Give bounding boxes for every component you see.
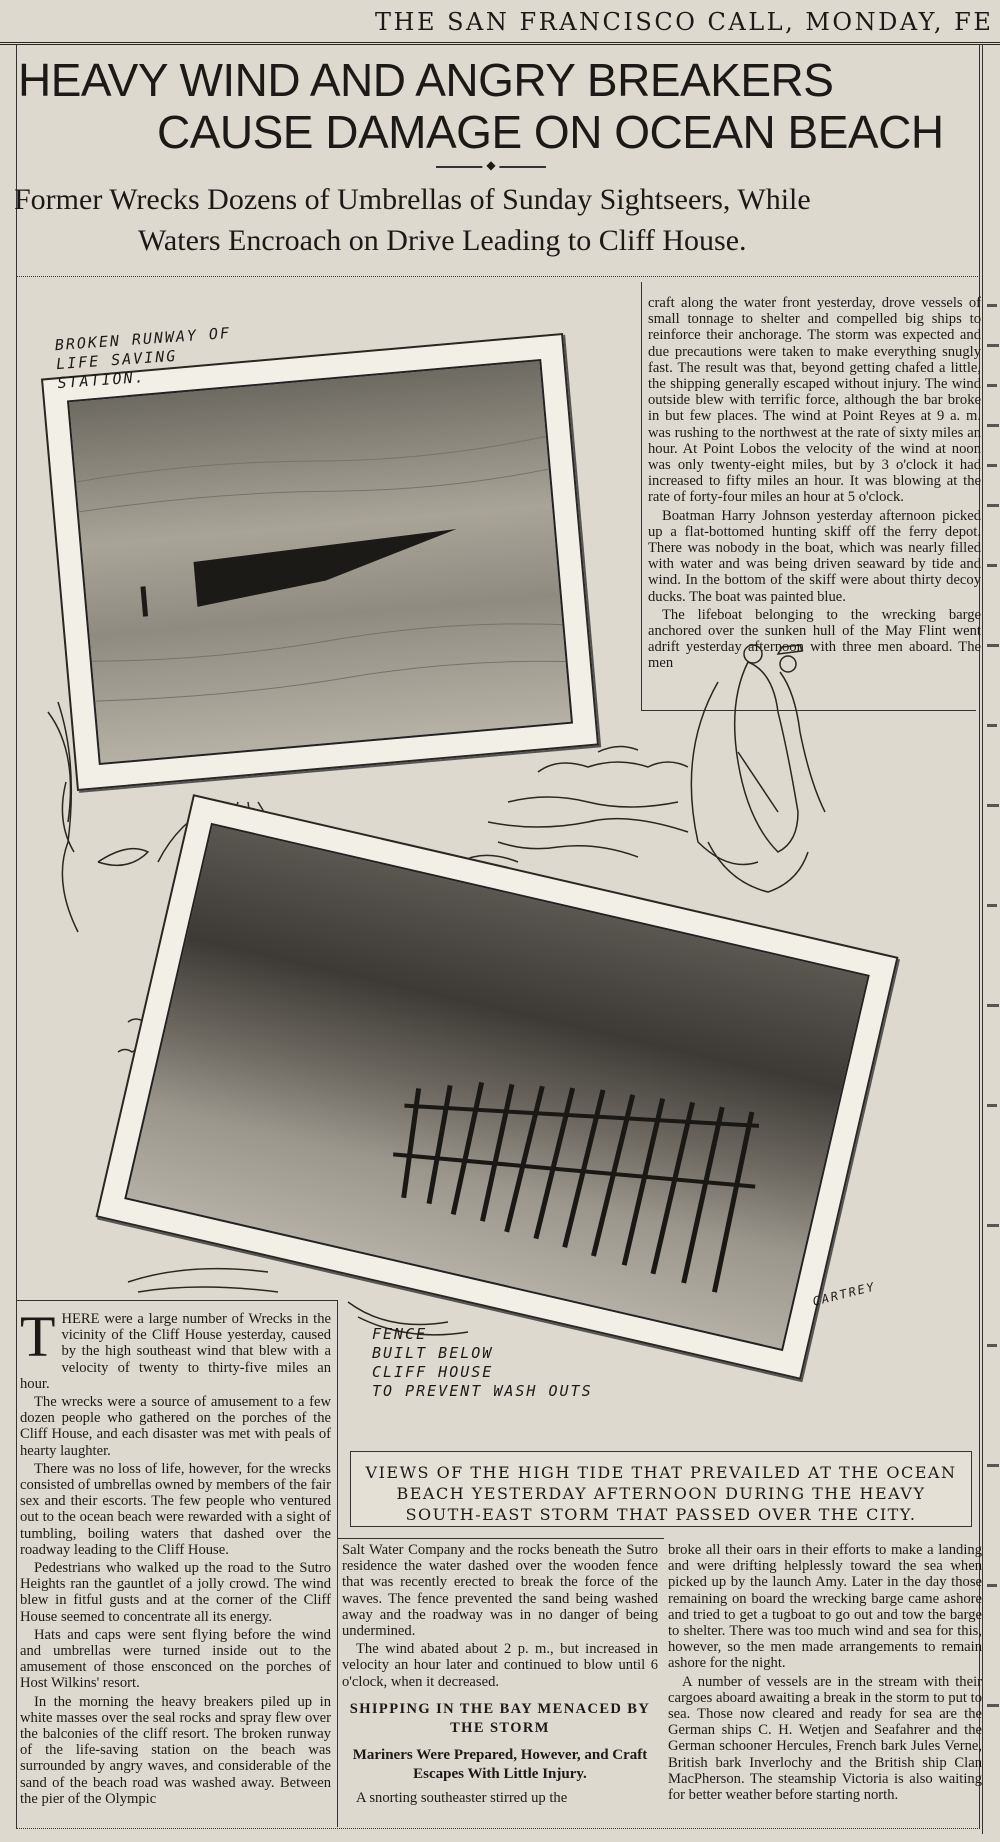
- middle-column: [342, 1542, 658, 1808]
- photo2-label-line: BUILT BELOW: [372, 1344, 494, 1362]
- right-edge-fragments: [982, 44, 1000, 1834]
- photo1-label-line: STATION.: [56, 367, 147, 393]
- paragraph: The wind abated about 2 p. m., but increased in velocity an hour later and continued to blow until 6 o'clock, when it decreased.: [342, 1641, 658, 1690]
- photo2-label: [372, 1325, 593, 1401]
- headline-line-1: HEAVY WIND AND ANGRY BREAKERS: [18, 54, 834, 106]
- paragraph: The lifeboat belonging to the wrecking barge anchored over the sunken hull of the May Flint went adrift yesterday afternoon with three men aboard. The men: [648, 606, 981, 672]
- paragraph: Salt Water Company and the rocks beneath the Sutro residence the water dashed over the wooden fence that was recently erected to break the force of the waves. The fence prevented the sand being washed away and the roadway was in no danger of being undermined.: [342, 1542, 658, 1640]
- runway-silhouette: [69, 361, 573, 765]
- lead-paragraph: [20, 1304, 331, 1392]
- headline-separator: [436, 166, 546, 168]
- paragraph: Boatman Harry Johnson yesterday afternoon picked up a flat-bottomed hunting skiff off the ferry depot. There was nobody in the boat, which was nearly filled with water and was being driven seaward by tide and wind. In the bottom of the skiff were about thirty decoy ducks. The boat was painted blue.: [648, 507, 981, 605]
- photo-broken-runway: [41, 333, 599, 791]
- lead-paragraph-text: HERE were a large number of Wrecks in the vicinity of the Cliff House yesterday, caused by the high southeast wind that blew with a velocity of twenty to thirty-five miles an hour.: [20, 1311, 331, 1392]
- headline-line-2: CAUSE DAMAGE ON OCEAN BEACH: [157, 106, 944, 158]
- photo2-label-line: TO PREVENT WASH OUTS: [372, 1382, 593, 1400]
- paragraph: A snorting southeaster stirred up the: [356, 1789, 568, 1806]
- shipping-subhead: SHIPPING IN THE BAY MENACED BY THE STORM: [349, 1700, 651, 1736]
- drop-cap: T: [20, 1304, 56, 1369]
- photo2-label-line: CLIFF HOUSE: [372, 1363, 494, 1381]
- shipping-subdeck: Mariners Were Prepared, However, and Craft Escapes With Little Injury.: [352, 1746, 648, 1782]
- artist-signature: CARTREY: [811, 1279, 878, 1309]
- left-edge-fragments: [0, 60, 8, 1820]
- paragraph: broke all their oars in their efforts to make a landing and were drifting helplessly toward the sea when picked up by the launch Amy. Later in the day those remaining on board the wrecking barge came ashore and tried to get a tugboat to go out and tow the barge to shelter. There was too much wind and sea for this, however, so the men made arrangements to remain ashore for the night.: [668, 1542, 982, 1672]
- paragraph: A number of vessels are in the stream with their cargoes aboard awaiting a break in the storm to put to sea. Those now cleared and ready for sea are the German ships C. H. Wetjen and Seafahrer and the German schooner Hercules, French bark Jules Verne, British bark Inverlochy and the British ship Clan MacPherson. The steamship Victoria is also waiting for better weather before starting north.: [668, 1673, 982, 1804]
- photo2-label-line: FENCE: [372, 1325, 428, 1343]
- left-column: [20, 1304, 331, 1809]
- subhead-line-2: Waters Encroach on Drive Leading to Cliff House.: [138, 224, 747, 257]
- masthead: [0, 0, 1000, 45]
- photo1-label-line: BROKEN RUNWAY OF: [54, 323, 232, 355]
- photo1-label-line: LIFE SAVING: [55, 346, 178, 374]
- photo-caption: VIEWS OF THE HIGH TIDE THAT PREVAILED AT THE OCEAN BEACH YESTERDAY AFTERNOON DURING THE HEAVY SOUTH-EAST STORM THAT PASSED OVER THE CITY.: [350, 1451, 972, 1527]
- right-edge-texture: [983, 44, 1000, 1834]
- paragraph: The wrecks were a source of amusement to a few dozen people who gathered on the porches of the Cliff House, and each disaster was met with peals of hearty laughter.: [20, 1394, 331, 1459]
- paragraph: Hats and caps were sent flying before the wind and umbrellas were turned inside out to the amusement of those ensconced on the porches of Host Wilkins' resort.: [20, 1626, 331, 1692]
- paragraph: Pedestrians who walked up the road to the Sutro Heights ran the gauntlet of a jolly crowd. The wind blew in fitful gusts and at the corner of the Cliff House seemed to concentrate all its energy.: [20, 1560, 331, 1625]
- paragraph: In the morning the heavy breakers piled up in white masses over the seal rocks and spray flew over the balconies of the cliff resort. The broken runway of the life-saving station on the beach was surrounded by angry waves, and considerable of the sand of the beach road was washed away. Between the pier of the Olympic: [20, 1693, 331, 1807]
- masthead-text: THE SAN FRANCISCO CALL, MONDAY, FE: [375, 8, 994, 36]
- paragraph: There was no loss of life, however, for the wrecks consisted of umbrellas owned by members of the fair sex and their escorts. The few people who ventured out to the ocean beach were rewarded with a sight of tumbling, boiling waters that dashed over the roadway leading to the Cliff House.: [20, 1460, 331, 1558]
- subhead-line-1: Former Wrecks Dozens of Umbrellas of Sunday Sightseers, While: [14, 183, 811, 216]
- dotted-rule-bottom: [16, 1828, 978, 1839]
- right-bottom-column: [668, 1542, 982, 1805]
- paragraph: craft along the water front yesterday, drove vessels of small tonnage to shelter and compelled big ships to reinforce their anchorage. The storm was expected and due precautions were taken to make everything snugly fast. The result was that, beyond getting chafed a little, the shipping generally escaped without injury. The wind outside blew with terrific force, although the bar broke in but few places. The wind at Point Reyes at 9 a. m. was rushing to the northwest at the rate of sixty miles an hour. At Point Lobos the velocity of the wind at noon was only twenty-eight miles, but by 3 o'clock it had increased to fifty miles an hour. It was blowing at the rate of forty-four miles an hour at 5 o'clock.: [648, 295, 981, 506]
- photo-broken-runway-image: [67, 359, 573, 765]
